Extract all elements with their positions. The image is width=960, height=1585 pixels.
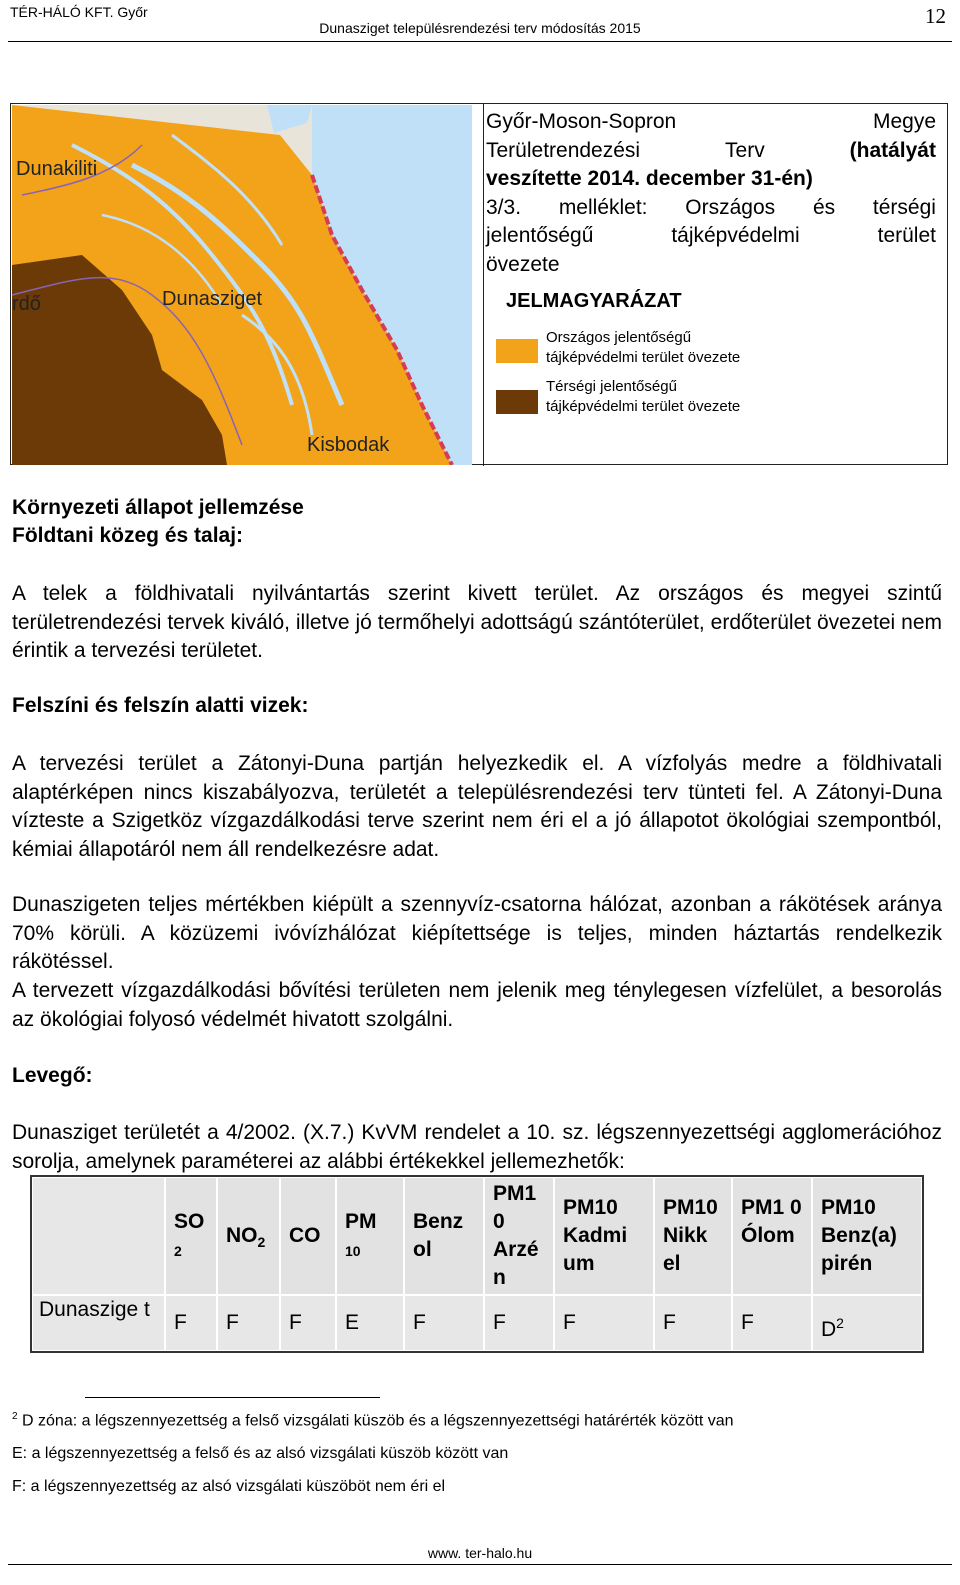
- map-label-erdo: rdő: [12, 293, 41, 315]
- page-number: 12: [925, 4, 946, 28]
- th-co: CO: [280, 1177, 336, 1295]
- paragraph-air: Dunasziget területét a 4/2002. (X.7.) KvVM rendelet a 10. sz. légszennyezettségi agglomerációhoz sorolja, amelynek paraméterei az alábbi értékekkel jellemezhetők:: [12, 1121, 942, 1173]
- td-pm10-kadmium: F: [554, 1295, 654, 1351]
- td-pm10-benzapiren: [812, 1295, 922, 1351]
- caption-megye: Megye: [872, 110, 936, 133]
- table-row-label: Dunaszige t: [32, 1295, 165, 1351]
- legend-label-national-line2: tájképvédelmi terület övezete: [546, 349, 741, 366]
- td-pm10-arzen: F: [484, 1295, 554, 1351]
- paragraph-water-3: A tervezett vízgazdálkodási bővítési területen nem jelenik meg ténylegesen vízfelület, a besorolás az ökológiai folyosó védelmét hivatott szolgálni.: [12, 979, 942, 1031]
- th-pm10-sub: 10: [345, 1243, 361, 1259]
- th-no2: [217, 1177, 280, 1295]
- td-pm10-benzapiren-value: D: [821, 1318, 837, 1341]
- th-pm10-label: PM: [345, 1210, 377, 1233]
- footnote-d-text: D zóna: a légszennyezettség a felső vizsgálati küszöb és a légszennyezettségi határérték között van: [22, 1412, 734, 1430]
- table-corner-cell: [32, 1177, 165, 1295]
- td-pm10-olom: F: [732, 1295, 812, 1351]
- footnote-d: [12, 1411, 734, 1430]
- header-title: Dunasziget településrendezési terv módosítás 2015: [319, 20, 641, 36]
- legend-label-regional-line2: tájképvédelmi terület övezete: [546, 398, 741, 415]
- air-quality-table: [30, 1175, 924, 1353]
- legend-swatch-regional: [496, 390, 538, 414]
- th-so2-sub: 2: [174, 1243, 182, 1259]
- map-caption: [486, 108, 936, 279]
- heading-environment: Környezeti állapot jellemzése: [12, 496, 304, 519]
- legend-title: JELMAGYARÁZAT: [506, 290, 682, 312]
- caption-line-6: övezete: [486, 252, 560, 276]
- footnote-ref[interactable]: 2: [836, 1315, 844, 1331]
- th-benzol: Benz ol: [404, 1177, 484, 1295]
- footer-rule: [8, 1564, 952, 1565]
- th-so2: [165, 1177, 217, 1295]
- th-no2-sub: 2: [257, 1234, 266, 1251]
- legend-label-national-line1: Országos jelentőségű: [546, 329, 692, 346]
- td-benzol: F: [404, 1295, 484, 1351]
- heading-air: Levegő:: [12, 1064, 93, 1087]
- th-pm10-olom: PM1 0 Ólom: [732, 1177, 812, 1295]
- footnote-e: E: a légszennyezettség a felső és az alsó vizsgálati küszöb között van: [12, 1445, 509, 1462]
- th-pm10: [336, 1177, 404, 1295]
- th-pm10-kadmium: PM10 Kadmi um: [554, 1177, 654, 1295]
- header-rule: [8, 41, 952, 42]
- footnote-f: F: a légszennyezettség az alsó vizsgálati küszöböt nem éri el: [12, 1478, 446, 1495]
- legend-swatch-national: [496, 339, 538, 363]
- caption-line-5: jelentőségű tájképvédelmi terület: [486, 224, 936, 247]
- caption-line-1: [486, 108, 936, 137]
- footnote-mark: 2: [12, 1411, 18, 1422]
- paragraph-water-1: A tervezési terület a Zátonyi-Duna partján helyezkedik el. A vízfolyás medre a földhivatali alaptérképen nincs kiszabályozva, területét a településrendezési terv tünteti fel. A Zátonyi-Duna vízteste a Szigetköz vízgazdálkodási terve szerint nem éri el a jó állapotot ökológiai szempontból, kémiai állapotáról nem áll rendelkezésre adat.: [12, 752, 942, 861]
- th-pm10-nikkel: PM10 Nikk el: [654, 1177, 732, 1295]
- td-co: F: [280, 1295, 336, 1351]
- footnote-rule: [85, 1397, 380, 1398]
- legend-label-national: [546, 328, 740, 368]
- caption-line-4: 3/3. melléklet: Országos és térségi: [486, 195, 936, 219]
- paragraph-water-2: Dunaszigeten teljes mértékben kiépült a szennyvíz-csatorna hálózat, azonban a rákötések aránya 70% körüli. A közüzemi ivóvízhálózat kiépítettsége is teljes, minden háztartás rendelkezik rákötéssel.: [12, 893, 942, 973]
- td-pm10-nikkel: F: [654, 1295, 732, 1351]
- legend-label-regional-line1: Térségi jelentőségű: [546, 378, 677, 395]
- map-label-dunasziget: Dunasziget: [162, 288, 263, 310]
- th-pm10-benzapiren: PM10 Benz(a) pirén: [812, 1177, 922, 1295]
- legend-label-regional: [546, 377, 740, 417]
- th-so2-label: SO: [174, 1210, 205, 1233]
- map-figure: [10, 103, 948, 465]
- caption-county: Győr-Moson-Sopron: [486, 110, 677, 133]
- map-label-kisbodak: Kisbodak: [307, 434, 390, 456]
- td-so2: F: [165, 1295, 217, 1351]
- map-image: [12, 105, 472, 465]
- map-label-dunakiliti: Dunakiliti: [16, 158, 98, 180]
- paragraph-geology: A telek a földhivatali nyilvántartás szerint kivett terület. Az országos és megyei szintű területrendezési tervek kiváló, illetve jó termőhelyi adottságú szántóterület, erdőterület övezetei nem érintik a tervezési területet.: [12, 582, 942, 662]
- footer-url[interactable]: www. ter-halo.hu: [427, 1545, 533, 1561]
- map-divider: [483, 104, 484, 466]
- header-company: TÉR-HÁLÓ KFT. Győr: [10, 4, 148, 20]
- heading-water: Felszíni és felszín alatti vizek:: [12, 694, 309, 717]
- th-no2-label: NO: [226, 1224, 258, 1247]
- caption-line-3: veszítette 2014. december 31-én): [486, 167, 813, 190]
- td-no2: F: [217, 1295, 280, 1351]
- heading-geology: Földtani közeg és talaj:: [12, 524, 244, 547]
- th-pm10-arzen: PM1 0 Arzé n: [484, 1177, 554, 1295]
- td-pm10: E: [336, 1295, 404, 1351]
- caption-line-2: Területrendezési Terv (hatályát: [486, 138, 936, 162]
